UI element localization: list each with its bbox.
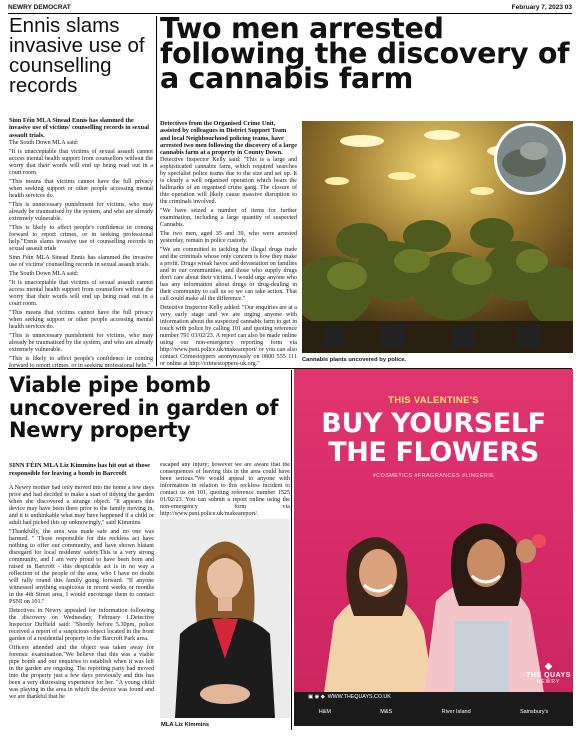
paragraph: "It is unacceptable that victims of sexual assault cannot access mental health support from counsellors without the worry that their words will end up being read out in a court room. (9, 148, 153, 176)
cannabis-caption: Cannabis plants uncovered by police. (302, 357, 407, 363)
ad-subtitle: THIS VALENTINE'S (388, 395, 479, 406)
ad-logo[interactable] (526, 661, 571, 685)
page-date: February 7, 2023 03 (511, 4, 572, 11)
ad-website-url: WWW.THEQUAYS.CO.UK (327, 694, 391, 700)
pipebomb-lead: SINN FÉIN MLA Liz Kimmins has hit out at those responsible for leaving a bomb in Barcroft (9, 462, 151, 477)
cannabis-article (160, 120, 297, 368)
ad-brand-row (294, 709, 573, 715)
paragraph: "This means that victims cannot have the full privacy when seeking support or other people accessing mental health services do. (9, 178, 153, 199)
paragraph: Detective Inspector Kelly added: "Our enquiries are at a very early stage and we are urging anyone with information about the suspected cannabis farm to get in touch with police by calling 101 and quoting reference number 791 03/02/23. A report can also be made online using our non-emergency reporting form via http://www.psni.police.uk/makeareport/ or you can also contact Crimestoppers anonymously on 0800 555 111 or online at http://crimestoppers-uk.org." (160, 305, 297, 368)
paragraph: A Newry mother had only moved into the home a few days prior and had decided to make a start of tidying the garden when she discovered a strange object. "It appears this device may have been there prior to the family moving in, and it is unthinkable what may have happened if a child or adult had picked this up unknowingly," said Kimmins. (9, 485, 154, 526)
cannabis-lead: Detectives from the Organised Crime Unit, assisted by colleagues in District Support Team and local Neighbourhood policing teams, have arrested two men following the discovery of a large cannabis farm at a property in County Down. (160, 120, 297, 157)
ad-title (294, 409, 573, 467)
cannabis-headline: Two men arrested following the discovery of a cannabis farm (160, 12, 570, 95)
column-divider (156, 16, 157, 366)
kimmins-photo (160, 519, 290, 718)
paper-name: NEWRY DEMOCRAT (8, 4, 71, 11)
paragraph: "We have seized a number of items for further examination, including a large quantity of suspected Cannabis. (160, 208, 297, 229)
ad-title-line-1: BUY YOURSELF (321, 408, 546, 439)
brand-logo: M&S (380, 709, 393, 715)
paragraph: "It is unacceptable that victims of sexual assault cannot access mental health support from counsellors without the worry that their words will end up being read out in a court room. (9, 279, 153, 307)
ad-website[interactable] (308, 694, 391, 700)
paragraph: Officers attended and the object was taken away for forensic examination."We believe that this was a viable pipe bomb and our enquiries to establish when it was left in the garden are ongoing. The reporting party had moved into the property just a few days previously and this has been a very distressing experience for her. "A young child was playing in the area in which the device was found and we are thankful that he (9, 645, 154, 700)
ennis-lead: Sinn Féin MLA Sinead Ennis has slammed the invasive use of victims' counselling records in sexual assault trials. (9, 117, 149, 139)
ad-divider (291, 370, 292, 730)
brand-logo: Sainsbury's (520, 709, 549, 715)
pipebomb-headline: Viable pipe bomb uncovered in garden of Newry property (9, 373, 279, 442)
ad-title-line-2: THE FLOWERS (328, 437, 539, 468)
brand-logo: H&M (318, 709, 331, 715)
paragraph: escaped any injury; however we are aware that the consequences of leaving this in the area could have been serious."We would appeal to anyone with information in relation to this reckless incident to contact us on 101, quoting reference number 1525 01/02/23. You can submit a report online using the non-emergency form via http://www.psni.police.uk/makeareport/. (160, 462, 290, 517)
paragraph: "This is unnecessary punishment for victims, who may already be traumatised by the system, and who are already extremely vulnerable. (9, 201, 153, 222)
cannabis-photo (302, 121, 573, 353)
paragraph: Detectives in Newry appealed for information following the discovery on Wednesday, February 1.Detective Inspector Duffield said: "Shortly before 5.30pm, police received a report of a suspicious object located in the front garden of a residential property in the Barcroft Park area. (9, 608, 154, 642)
paragraph: "This is likely to affect people's confidence in coming forward to report crimes, or in seeking professional help." (9, 355, 153, 367)
ad-logo-name: THE QUAYS (526, 672, 571, 679)
brand-logo: River Island (441, 709, 471, 715)
ennis-headline: Ennis slams invasive use of counselling records (9, 14, 145, 97)
paragraph: "This means that victims cannot have the full privacy when seeking support or other people accessing mental health services do. (9, 309, 153, 330)
paragraph: Detective Inspector Kelly said: "This is a large and sophisticated cannabis farm, which required searches by specialist police teams due to the size and set up. It is clearly a well organised operation which bears the hallmarks of an organised crime gang. The closure of this operation will likely cause massive disruption to the criminals involved. (160, 157, 297, 206)
ad-tags: #COSMETICS #FRAGRANCES #LINGERIE (372, 473, 495, 479)
social-icons: ▣ ◉ ◆ (308, 694, 328, 700)
paragraph: The two men, aged 35 and 39, who were arrested yesterday, remain in police custody. (160, 231, 297, 245)
pipebomb-column-2 (160, 462, 290, 517)
ad-logo-place: NEWRY (536, 679, 561, 685)
quays-advert[interactable] (294, 369, 573, 726)
paragraph: The South Down MLA said: (9, 270, 79, 277)
ennis-article (9, 117, 153, 367)
quays-icon: ◆ (544, 661, 553, 672)
paragraph: Sinn Féin MLA Sinead Ennis has slammed the invasive use of victims' counselling records in sexual assault trials. (9, 254, 153, 268)
paragraph: "This is likely to affect people's confidence in coming forward to report crimes, or in seeking professional help."Ennis slams invasive use of counselling records in sexual assault trials (9, 224, 153, 252)
pipebomb-column-1 (9, 485, 154, 730)
paragraph: "We are committed to tackling the illegal drugs trade and the criminals whose only concern is how they make a profit. Drugs wreak havoc and devastation on families and in our communities, and those who supply drugs don't care about their victims. I would urge anyone who has any information about drugs or drug-dealing in their community to call us so we can take action. That call could make all the difference." (160, 247, 297, 303)
paragraph: The South Down MLA said: (9, 139, 79, 146)
paragraph: "Thankfully, the area was made safe and no one was harmed. " Those responsible for this reckless act have nothing to offer our community, and have shown blatant disregard for local residents' safety.This is a very strong community, and I am very proud to have been born and raised in Barcroft - this despicable act is in no way a reflection of the people of the area, who I have no doubt will rally round this family going forward. "If anyone witnessed anything suspicious in recent weeks or months in the 4th Street area, I would encourage them to contact PSNI on 101." (9, 529, 154, 605)
paragraph: "This is unnecessary punishment for victims, who may already be traumatised by the system, and who are already extremely vulnerable. (9, 332, 153, 353)
kimmins-caption: MLA Liz Kimmins (161, 722, 210, 728)
